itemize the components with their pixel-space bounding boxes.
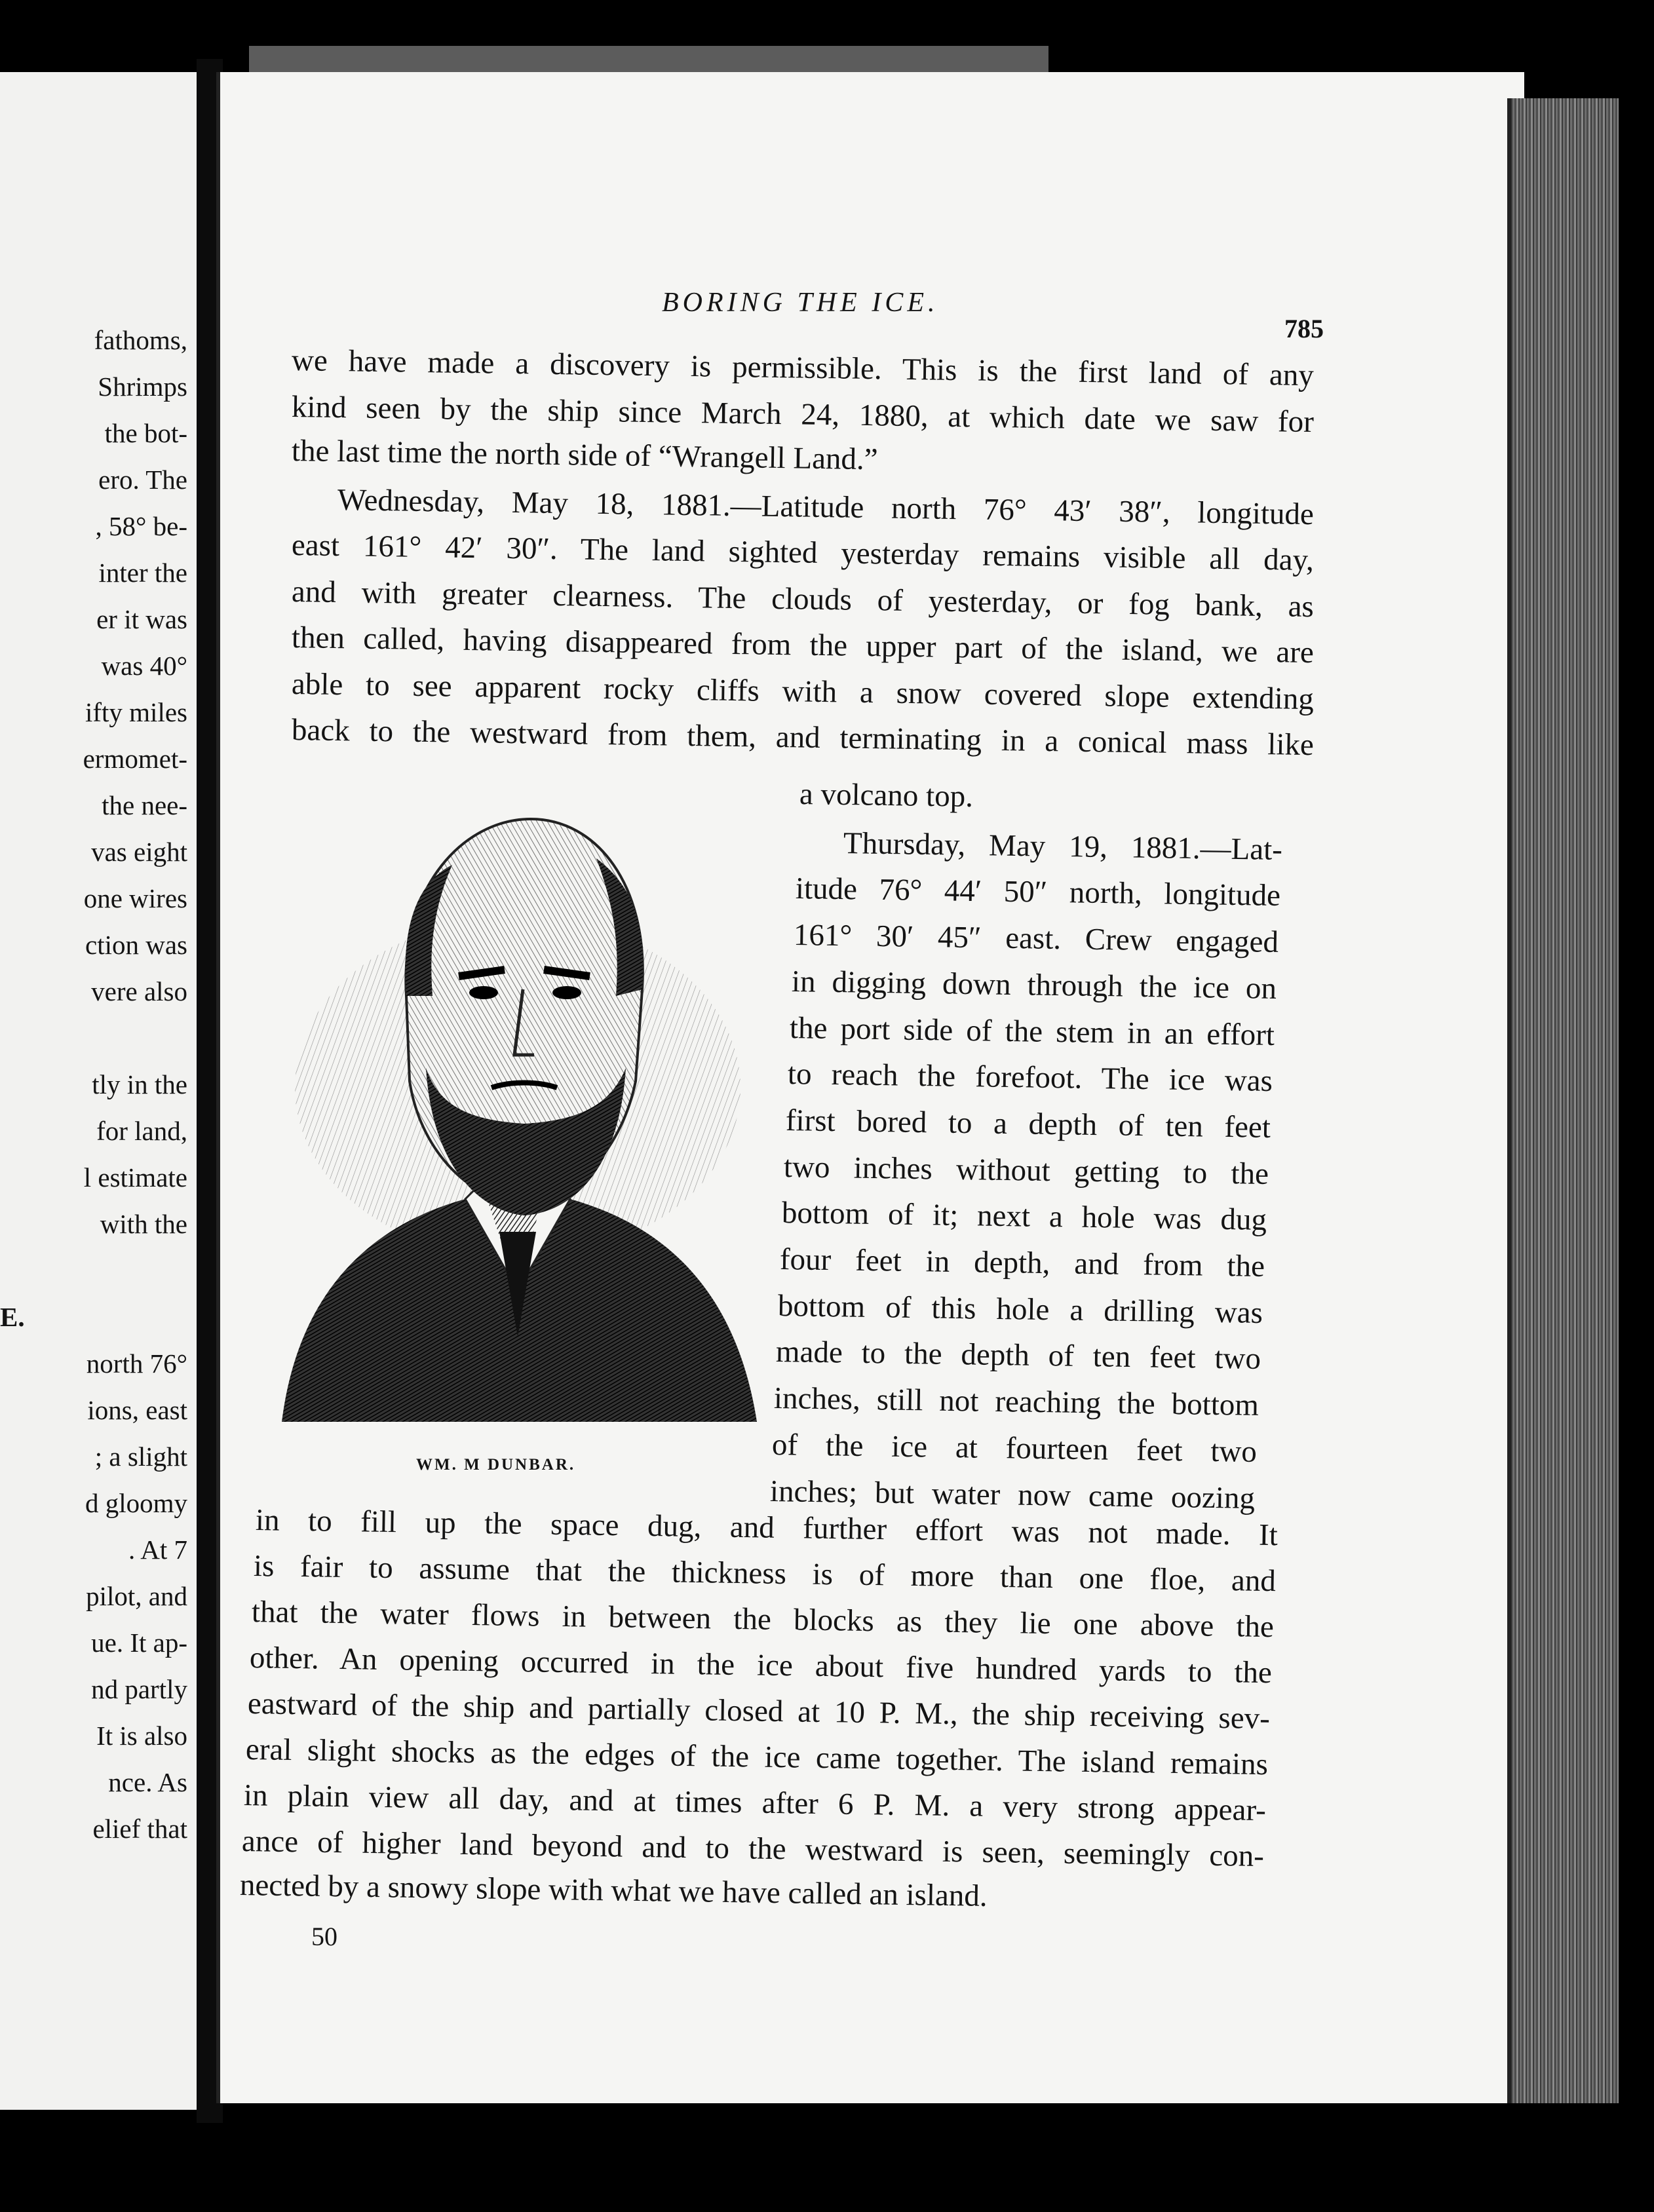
text-line: the port side of the stem in an effort: [789, 1010, 1275, 1052]
text-line: back to the westward from them, and terminating in a conical mass like: [291, 713, 1315, 763]
text-line: in digging down through the ice on: [791, 964, 1277, 1006]
left-page-line: one wires: [83, 883, 187, 913]
text-line: bottom of it; next a hole was dug: [781, 1196, 1267, 1238]
left-page-line: was 40°: [101, 651, 187, 681]
text-line: 161° 30′ 45″ east. Crew engaged: [793, 918, 1279, 960]
left-page-line: elief that: [92, 1814, 187, 1844]
text-line: two inches without getting to the: [783, 1149, 1269, 1191]
left-page-line: d gloomy: [85, 1488, 187, 1518]
left-page-line: ions, east: [87, 1395, 187, 1425]
portrait-engraving: [269, 780, 767, 1435]
text-line: four feet in depth, and from the: [779, 1242, 1265, 1284]
left-page-line: , 58° be-: [95, 511, 187, 541]
text-line: of the ice at fourteen feet two: [771, 1427, 1258, 1469]
left-page-line: It is also: [96, 1721, 187, 1751]
text-line: in plain view all day, and at times after 6 P. M. a very strong appear-: [243, 1778, 1267, 1828]
text-line: bottom of this hole a drilling was: [777, 1288, 1263, 1330]
left-page-line: nce. As: [108, 1767, 187, 1797]
text-line: east 161° 42′ 30″. The land sighted yesterday remains visible all day,: [291, 528, 1315, 578]
text-line: first bored to a depth of ten feet: [785, 1103, 1271, 1145]
left-facing-page: [0, 72, 203, 2110]
text-line: able to see apparent rocky cliffs with a snow covered slope extending: [291, 666, 1315, 716]
footer-signature: 50: [311, 1922, 337, 1951]
left-page-line: ero. The: [98, 465, 187, 495]
text-line: we have made a discovery is permissible. This is the first land of any: [291, 343, 1315, 393]
left-page-line: ermomet-: [83, 744, 187, 774]
left-page-line: l estimate: [83, 1162, 187, 1192]
text-line: to reach the forefoot. The ice was: [787, 1057, 1273, 1099]
text-line: and with greater clearness. The clouds of yesterday, or fog bank, as: [291, 574, 1315, 624]
text-line: nected by a snowy slope with what we have called an island.: [239, 1868, 988, 1913]
text-line: itude 76° 44′ 50″ north, longitude: [795, 871, 1281, 913]
left-page-line: fathoms,: [94, 325, 187, 355]
left-page-line: north 76°: [86, 1348, 187, 1379]
left-page-line: nd partly: [91, 1674, 187, 1704]
left-page-line: tly in the: [92, 1069, 187, 1099]
left-page-line: pilot, and: [86, 1581, 187, 1611]
text-line: in to fill up the space dug, and further effort was not made. It: [255, 1503, 1279, 1553]
left-page-line: vere also: [91, 976, 187, 1006]
portrait-coat: [282, 1179, 757, 1422]
left-page-line: ; a slight: [94, 1441, 187, 1472]
left-page-line: inter the: [98, 558, 187, 588]
text-line: kind seen by the ship since March 24, 1880, at which date we saw for: [291, 389, 1315, 439]
left-page-line: the bot-: [104, 418, 187, 448]
text-line: the last time the north side of “Wrangell Land.”: [291, 434, 879, 477]
text-line: then called, having disappeared from the upper part of the island, we are: [291, 620, 1315, 670]
text-line: inches, still not reaching the bottom: [773, 1381, 1260, 1423]
left-page-line: ction was: [85, 930, 187, 960]
left-page-line: the nee-: [102, 790, 187, 820]
page-edges: [1507, 98, 1619, 2103]
page-edges-border: [1507, 98, 1511, 2103]
left-page-line: Shrimps: [98, 372, 187, 402]
text-line: made to the depth of ten feet two: [775, 1335, 1261, 1377]
text-line: Wednesday, May 18, 1881.—Latitude north 76° 43′ 38″, longitude: [337, 482, 1315, 531]
left-page-line: . At 7: [128, 1535, 187, 1565]
text-line: is fair to assume that the thickness is of more than one floe, and: [253, 1549, 1277, 1599]
text-line: inches; but water now came oozing: [769, 1474, 1256, 1516]
page-number: 785: [1284, 314, 1324, 343]
left-page-line: er it was: [96, 604, 187, 634]
left-page-line: for land,: [96, 1116, 187, 1146]
text-line: that the water flows in between the blocks as they lie one above the: [251, 1595, 1275, 1645]
text-line: eral slight shocks as the edges of the ice came together. The island remains: [245, 1732, 1269, 1782]
left-page-line: vas eight: [91, 837, 187, 867]
running-head: BORING THE ICE.: [662, 288, 939, 318]
portrait-caption: WM. M DUNBAR.: [416, 1456, 576, 1474]
left-page-line: E.: [0, 1302, 25, 1332]
left-page-line: ifty miles: [85, 697, 187, 727]
text-line: other. An opening occurred in the ice about five hundred yards to the: [249, 1641, 1273, 1690]
left-page-line: ue. It ap-: [91, 1628, 187, 1658]
left-page-line: with the: [100, 1209, 187, 1239]
text-line: ance of higher land beyond and to the westward is seen, seemingly con-: [241, 1824, 1265, 1874]
text-line: eastward of the ship and partially closed at 10 P. M., the ship receiving sev-: [247, 1687, 1271, 1736]
text-line: a volcano top.: [799, 777, 974, 814]
text-line: Thursday, May 19, 1881.—Lat-: [843, 826, 1283, 867]
